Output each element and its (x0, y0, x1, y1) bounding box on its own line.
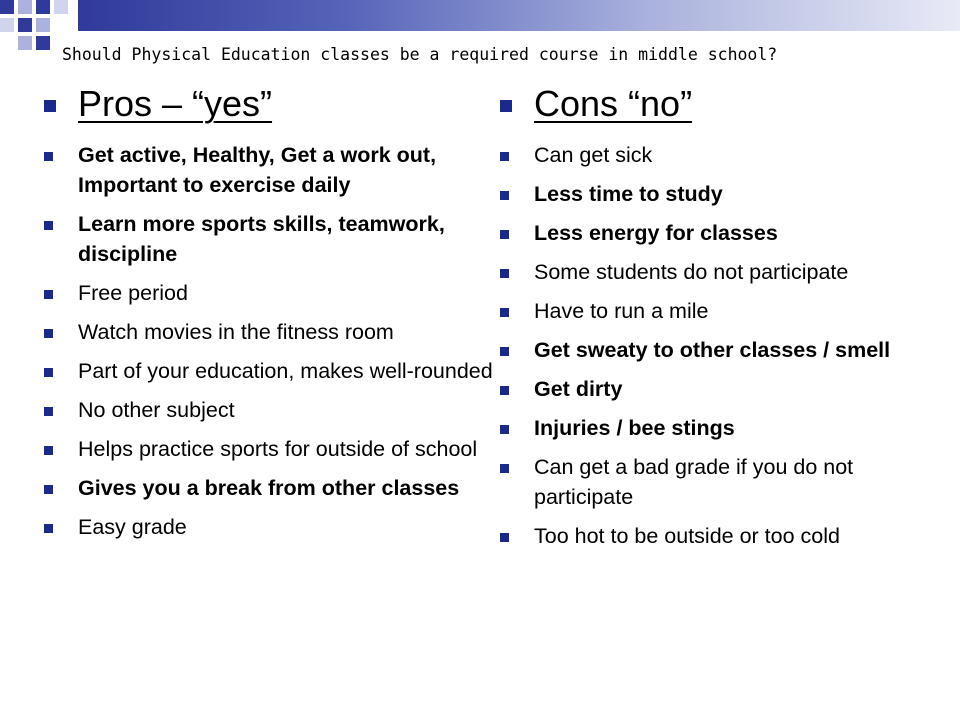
cons-item-text: Can get sick (534, 143, 653, 167)
cons-list-item (500, 140, 920, 170)
cons-list-item (500, 413, 920, 443)
cons-item-text: Have to run a mile (534, 299, 709, 323)
cons-list-item (500, 452, 920, 512)
corner-square-8 (18, 36, 32, 50)
cons-item-text: Less time to study (534, 182, 723, 206)
square-bullet-icon (500, 269, 509, 278)
pros-item-text: Watch movies in the fitness room (78, 320, 394, 344)
cons-heading-text: Cons “no” (534, 83, 693, 124)
slide-title: Should Physical Education classes be a required course in middle school? (62, 45, 778, 64)
cons-item-text: Get sweaty to other classes / smell (534, 338, 891, 362)
square-bullet-icon (500, 100, 512, 112)
square-bullet-icon (44, 290, 53, 299)
pros-item-text: Get active, Healthy, Get a work out, Important to exercise daily (78, 143, 437, 197)
cons-list-item (500, 257, 920, 287)
corner-square-5 (0, 18, 14, 32)
cons-list-item (500, 296, 920, 326)
square-bullet-icon (500, 533, 509, 542)
cons-list (500, 140, 920, 551)
pros-list-item (44, 434, 494, 464)
square-bullet-icon (44, 485, 53, 494)
square-bullet-icon (500, 191, 509, 200)
square-bullet-icon (500, 347, 509, 356)
square-bullet-icon (44, 152, 53, 161)
cons-item-text: Less energy for classes (534, 221, 778, 245)
square-bullet-icon (44, 446, 53, 455)
pros-list (44, 140, 494, 542)
square-bullet-icon (500, 152, 509, 161)
cons-item-text: Get dirty (534, 377, 623, 401)
cons-list-item (500, 335, 920, 365)
corner-square-4 (54, 0, 68, 14)
square-bullet-icon (44, 100, 56, 112)
corner-square-6 (18, 18, 32, 32)
pros-column (44, 84, 494, 551)
cons-item-text: Can get a bad grade if you do not participate (534, 455, 854, 509)
square-bullet-icon (44, 524, 53, 533)
cons-list-item (500, 521, 920, 551)
square-bullet-icon (500, 425, 509, 434)
pros-item-text: Gives you a break from other classes (78, 476, 460, 500)
pros-item-text: Part of your education, makes well-rounded (78, 359, 493, 383)
cons-list-item (500, 374, 920, 404)
pros-list-item (44, 317, 494, 347)
pros-list-item (44, 140, 494, 200)
cons-list-item (500, 179, 920, 209)
square-bullet-icon (44, 368, 53, 377)
square-bullet-icon (500, 230, 509, 239)
cons-list-item (500, 218, 920, 248)
square-bullet-icon (500, 386, 509, 395)
square-bullet-icon (44, 221, 53, 230)
pros-list-item (44, 278, 494, 308)
corner-square-2 (18, 0, 32, 14)
pros-heading-text: Pros – “yes” (78, 83, 273, 124)
header-gradient-bar (78, 0, 960, 31)
pros-list-item (44, 512, 494, 542)
square-bullet-icon (44, 407, 53, 416)
pros-item-text: Helps practice sports for outside of school (78, 437, 478, 461)
square-bullet-icon (500, 464, 509, 473)
corner-square-9 (36, 36, 50, 50)
cons-item-text: Too hot to be outside or too cold (534, 524, 840, 548)
cons-item-text: Some students do not participate (534, 260, 849, 284)
pros-item-text: No other subject (78, 398, 235, 422)
pros-heading (44, 84, 494, 124)
pros-list-item (44, 395, 494, 425)
pros-list-item (44, 356, 494, 386)
square-bullet-icon (44, 329, 53, 338)
pros-item-text: Free period (78, 281, 188, 305)
pros-item-text: Easy grade (78, 515, 187, 539)
cons-column (500, 84, 920, 560)
corner-square-1 (0, 0, 14, 14)
pros-list-item (44, 473, 494, 503)
square-bullet-icon (500, 308, 509, 317)
corner-square-7 (36, 18, 50, 32)
corner-square-3 (36, 0, 50, 14)
cons-heading (500, 84, 920, 124)
pros-list-item (44, 209, 494, 269)
cons-item-text: Injuries / bee stings (534, 416, 735, 440)
pros-item-text: Learn more sports skills, teamwork, discipline (78, 212, 445, 266)
